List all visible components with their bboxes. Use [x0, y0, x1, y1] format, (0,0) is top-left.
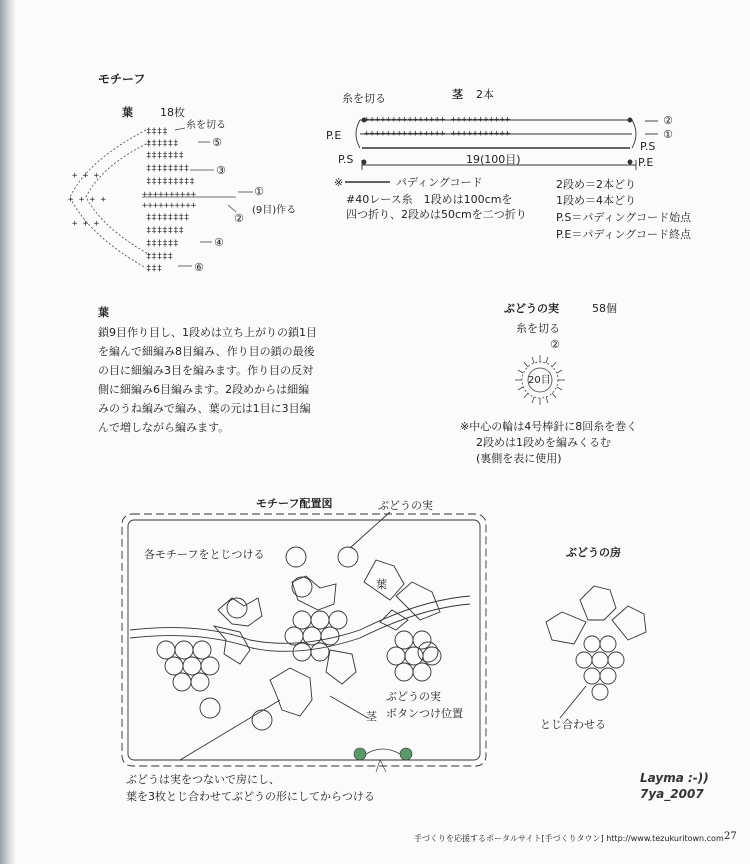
grape-row-label: ②	[550, 338, 560, 351]
grape-cluster-3	[387, 631, 441, 681]
layout-bottom-2: 葉を3枚とじ合わせてぶどうの形にしてからつける	[126, 790, 375, 803]
bunch-leaf-left	[546, 612, 586, 644]
stem-note-mark: ※	[334, 176, 344, 189]
signature-line-1: Layma :-))	[640, 771, 709, 785]
leaf-cut-yarn: 糸を切る	[186, 120, 226, 131]
leaf-cut-arrow	[175, 128, 185, 130]
stem-row2-label: ②	[663, 114, 673, 127]
leaf-stitch-row: ‡‡‡‡‡‡‡	[146, 226, 184, 236]
grape-note-2: 2段めは1段めを編みくるむ	[476, 436, 611, 449]
leaf-stitch-left: + + +	[72, 171, 100, 181]
leaf-desc-line-2: を編んで細編み8目編み、作り目の鎖の最後	[98, 345, 315, 358]
stem-note-line-1: #40レース糸 1段めは100cmを	[346, 193, 513, 206]
leader-grape	[350, 512, 390, 548]
stem-note-line-2: 四つ折り、2段めは50cmを二つ折り	[346, 208, 527, 221]
page-number: 27	[724, 831, 737, 842]
leaf-stitch-row: ++++++++++	[142, 201, 197, 211]
layout-leaf-label: 葉	[376, 578, 387, 591]
grape-center-label: 20目	[528, 375, 551, 386]
leaf-row-6: ⑥	[194, 261, 204, 274]
stem-legend-1: 2段め＝2本どり	[556, 178, 636, 191]
leader-stem	[330, 696, 368, 718]
leaf-title: 葉	[122, 106, 133, 119]
bunch-leader	[560, 686, 586, 718]
stem-padding-cord: パディングコード	[396, 176, 483, 189]
leaf-row-3: ③	[216, 164, 226, 177]
layout-bottom-1: ぶどうは実をつないで房にし、	[126, 773, 280, 786]
stem-stitches-row1: +++++++++++++++ +++++++++++	[364, 129, 511, 139]
leaf-desc-title: 葉	[98, 306, 109, 319]
grape-note-3: (裏側を表に使用)	[476, 452, 562, 465]
stem-left-turn	[356, 120, 360, 148]
leaf-stitch-left: + + + +	[68, 195, 106, 205]
stem-pe-left: P.E	[326, 129, 342, 142]
layout-title: モチーフ配置図	[256, 497, 333, 510]
leaf-stitch-row: ‡‡‡‡‡‡‡‡	[146, 164, 190, 174]
leaf-row-1: ①	[254, 185, 264, 198]
signature-line-2: 7ya_2007	[640, 787, 704, 801]
leaf-row-5: ⑤	[212, 136, 222, 149]
stem-count: 2本	[476, 88, 494, 101]
stem-row1-label: ①	[663, 128, 673, 141]
leaf-row-4: ④	[214, 236, 224, 249]
bunch-title: ぶどうの房	[566, 546, 621, 559]
grape-note-1: ※中心の輪は4号棒針に8回糸を巻く	[460, 420, 638, 433]
layout-leaf-1	[218, 598, 262, 626]
leaf-stitch-row: ‡‡‡‡‡‡‡	[146, 151, 184, 161]
leaf-stitch-row: ‡‡‡‡‡	[146, 252, 174, 262]
leaf-stitch-row: ‡‡‡‡‡‡	[146, 239, 179, 249]
layout-button-label-2: ボタンつけ位置	[386, 707, 463, 720]
stem-pe-right: P.E	[638, 156, 654, 169]
stem-right-turn	[632, 120, 636, 148]
layout-stem-label: 茎	[366, 710, 377, 723]
grape-cluster-1	[157, 641, 219, 691]
leaf-row-2: ②	[234, 212, 244, 225]
bunch-sew-label: とじ合わせる	[540, 718, 606, 731]
layout-button-label-1: ぶどうの実	[386, 690, 441, 703]
grape-count: 58個	[592, 302, 617, 315]
bunch-leaf-right	[612, 606, 646, 640]
motif-title: モチーフ	[98, 72, 146, 86]
leaf-stitch-row: ‡‡‡‡‡‡	[146, 139, 179, 149]
stem-stitches-row2: +++++++++++++++ +++++++++++	[364, 115, 511, 125]
stem-length: 19(100目)	[466, 153, 521, 166]
layout-leaf-3	[292, 576, 336, 610]
leaf-desc-line-3: の目に細編み3目を編みます。作り目の反対	[98, 364, 314, 377]
stem-legend-3: P.S＝パディングコード始点	[556, 211, 692, 224]
leaf-desc-line-6: んで増しながら編みます。	[98, 421, 230, 434]
leaf-stitch-left: + + +	[72, 219, 100, 229]
layout-grape-label: ぶどうの実	[378, 499, 433, 512]
grape-cluster-2	[285, 611, 347, 661]
layout-leaf-4	[270, 668, 312, 716]
stem-legend-4: P.E＝パディングコード終点	[556, 228, 692, 241]
leaf-stitch-row: ‡‡‡‡‡‡‡‡‡	[146, 177, 195, 187]
leaf-arrow-2	[228, 205, 236, 212]
stem-cut-yarn: 糸を切る	[342, 92, 386, 105]
leaf-desc-line-4: 側に細編み6目編みます。2段めからは細編	[98, 383, 310, 396]
leaf-stitch-row: ++++++++++	[142, 190, 197, 200]
stem-title: 茎	[452, 88, 463, 101]
leaf-chain-label: (9目)作る	[252, 205, 297, 216]
leaf-stitch-row: ‡‡‡	[146, 264, 163, 274]
leaf-desc-line-5: みのうね編みで編み、葉の元は1目に3目編	[98, 402, 311, 415]
layout-stem-1	[130, 596, 470, 643]
leaf-count: 18枚	[160, 106, 185, 119]
bunch-diagram	[546, 586, 646, 718]
leaf-desc-line-1: 鎖9目作り目し、1段めは立ち上がりの鎖1目	[98, 326, 317, 339]
stem-ps-left: P.S	[338, 153, 354, 166]
layout-leaf-8	[326, 650, 356, 684]
leaf-stitch-row: ‡‡‡‡‡‡‡‡	[146, 213, 190, 223]
layout-join-label: 各モチーフをとじつける	[144, 548, 265, 561]
grape-title: ぶどうの実	[504, 302, 559, 315]
leaf-stitch-row: ‡‡‡‡	[146, 127, 168, 137]
stem-legend-2: 1段め＝4本どり	[556, 194, 636, 207]
bunch-leaf-top	[580, 586, 616, 620]
grape-cut-yarn: 糸を切る	[516, 322, 560, 335]
footer-text: 手づくりを応援するポータルサイト[手づくりタウン] http://www.tezukuritown.com	[414, 834, 724, 843]
stem-ps-right: P.S	[640, 140, 656, 153]
